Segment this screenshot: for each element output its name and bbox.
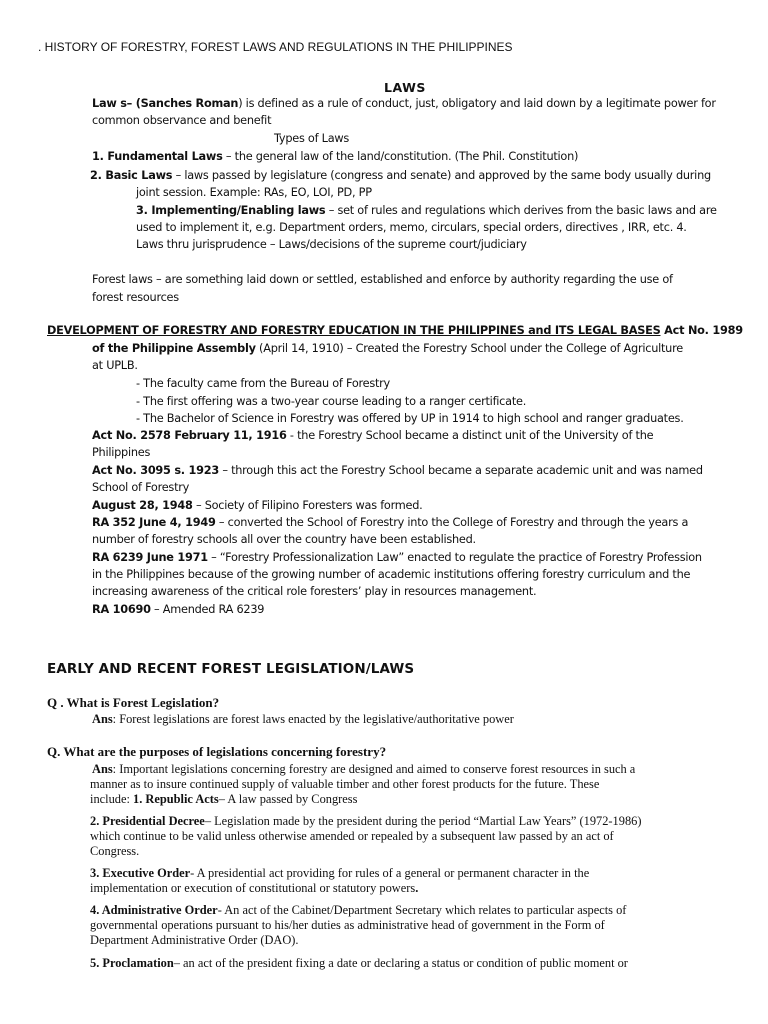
ra-352-line1 <box>92 516 688 529</box>
presidential-decree-line2: which continue to be valid unless otherwise amended or repealed by a subsequent law passed by an act of <box>90 829 614 843</box>
answer-text: : Important legislations concerning forestry are designed and aimed to conserve forest resources in such a <box>112 762 636 776</box>
types-of-laws-heading: Types of Laws <box>274 132 349 145</box>
document-title: . HISTORY OF FORESTRY, FOREST LAWS AND REGULATIONS IN THE PHILIPPINES <box>38 40 513 54</box>
question-forest-legislation: Q . What is Forest Legislation? <box>47 695 220 710</box>
development-heading-line <box>47 324 743 337</box>
ra-6239-line1 <box>92 551 702 564</box>
type-implementing-laws-cont: used to implement it, e.g. Department orders, memo, circulars, special orders, directives , IRR, etc. 4. <box>136 221 687 234</box>
type-basic-laws <box>90 169 711 182</box>
type-jurisprudence: Laws thru jurisprudence – Laws/decisions of the supreme court/judiciary <box>136 238 527 251</box>
type-implementing-laws <box>136 204 717 217</box>
ra-352-text: – converted the School of Forestry into the College of Forestry and through the years a <box>215 516 689 529</box>
act-1989-line2 <box>92 342 683 355</box>
act-2578-label: Act No. 2578 February 11, 1916 <box>92 429 287 442</box>
type-text: – set of rules and regulations which derives from the basic laws and are <box>325 204 717 217</box>
act-1989-label: Act No. 1989 <box>660 324 743 337</box>
aug-1948-line <box>92 499 423 512</box>
laws-term: Law s– ( <box>92 97 141 110</box>
act-3095-label: Act No. 3095 s. 1923 <box>92 464 219 477</box>
presidential-decree-label: 2. Presidential Decree <box>90 814 205 828</box>
answer-label: Ans <box>92 712 113 726</box>
answer-purposes-line3 <box>90 792 357 807</box>
question-purposes: Q. What are the purposes of legislations concerning forestry? <box>47 744 387 759</box>
executive-order-line1 <box>90 866 589 881</box>
include-text: include: <box>90 792 134 806</box>
type-text: – the general law of the land/constitution. (The Phil. Constitution) <box>222 150 579 163</box>
type-fundamental-laws <box>92 150 578 163</box>
administrative-order-line3: Department Administrative Order (DAO). <box>90 933 299 947</box>
laws-definition-line2: common observance and benefit <box>92 114 272 127</box>
type-basic-laws-cont: joint session. Example: RAs, EO, LOI, PD, PP <box>136 186 372 199</box>
executive-order-text2: implementation or execution of constitutional or statutory powers <box>90 881 416 895</box>
republic-acts-text: – A law passed by Congress <box>218 792 358 806</box>
act-1989-assembly: of the Philippine Assembly <box>92 342 256 355</box>
administrative-order-line2: governmental operations pursuant to his/her duties as administrative head of government in the Form of <box>90 918 605 932</box>
type-label: 2. Basic Laws <box>90 169 173 182</box>
proclamation-label: 5. Proclamation <box>90 956 174 970</box>
answer-purposes-line2: manner as to insure continued supply of valuable timber and other forest products for the future. These <box>90 777 600 791</box>
aug-1948-label: August 28, 1948 <box>92 499 193 512</box>
forest-laws-line2: forest resources <box>92 291 179 304</box>
ra-10690-label: RA 10690 <box>92 603 151 616</box>
bullet-faculty: - The faculty came from the Bureau of Forestry <box>136 377 390 390</box>
presidential-decree-line1 <box>90 814 641 829</box>
act-3095-line1 <box>92 464 703 477</box>
presidential-decree-text: – Legislation made by the president during the period “Martial Law Years” (1972-1986) <box>204 814 642 828</box>
administrative-order-label: 4. Administrative Order <box>90 903 218 917</box>
ra-6239-text: – “Forestry Professionalization Law” enacted to regulate the practice of Forestry Profession <box>207 551 702 564</box>
laws-heading: LAWS <box>384 80 426 95</box>
act-3095-text: – through this act the Forestry School became a separate academic unit and was named <box>218 464 703 477</box>
executive-order-period: . <box>415 881 419 895</box>
answer-forest-legislation <box>92 712 514 727</box>
development-heading: DEVELOPMENT OF FORESTRY AND FORESTRY EDUCATION IN THE PHILIPPINES and ITS LEGAL BASES <box>47 324 661 337</box>
act-2578-text: - the Forestry School became a distinct unit of the University of the <box>286 429 654 442</box>
act-1989-text: (April 14, 1910) – Created the Forestry School under the College of Agriculture <box>255 342 683 355</box>
executive-order-line2 <box>90 881 418 896</box>
administrative-order-text: - An act of the Cabinet/Department Secretary which relates to particular aspects of <box>217 903 627 917</box>
ra-10690-text: – Amended RA 6239 <box>150 603 265 616</box>
executive-order-label: 3. Executive Order <box>90 866 191 880</box>
laws-definition-line1 <box>92 97 716 110</box>
forest-laws-line1: Forest laws – are something laid down or settled, established and enforce by authority regarding the use of <box>92 273 673 286</box>
administrative-order-line1 <box>90 903 626 918</box>
act-2578-line2: Philippines <box>92 446 151 459</box>
type-text: – laws passed by legislature (congress and senate) and approved by the same body usually during <box>172 169 711 182</box>
answer-purposes-line1 <box>92 762 635 777</box>
ra-6239-label: RA 6239 June 1971 <box>92 551 208 564</box>
ra-352-line2: number of forestry schools all over the country have been established. <box>92 533 476 546</box>
executive-order-text: - A presidential act providing for rules of a general or permanent character in the <box>190 866 590 880</box>
type-label: 1. Fundamental Laws <box>92 150 223 163</box>
act-3095-line2: School of Forestry <box>92 481 190 494</box>
bullet-first-offering: - The first offering was a two-year course leading to a ranger certificate. <box>136 395 527 408</box>
proclamation-text: – an act of the president fixing a date or declaring a status or condition of public moment or <box>173 956 628 970</box>
republic-acts-label: 1. Republic Acts <box>133 792 219 806</box>
ra-10690-line <box>92 603 264 616</box>
presidential-decree-line3: Congress. <box>90 844 140 858</box>
ra-6239-line2: in the Philippines because of the growing number of academic institutions offering forestry curriculum and the <box>92 568 691 581</box>
laws-author: Sanches Roman <box>140 97 239 110</box>
laws-definition-text: ) is defined as a rule of conduct, just, obligatory and laid down by a legitimate power for <box>238 97 716 110</box>
act-1989-line3: at UPLB. <box>92 359 138 372</box>
bullet-bs-forestry: - The Bachelor of Science in Forestry was offered by UP in 1914 to high school and ranger graduates. <box>136 412 684 425</box>
ra-352-label: RA 352 June 4, 1949 <box>92 516 216 529</box>
legislation-heading: EARLY AND RECENT FOREST LEGISLATION/LAWS <box>47 661 415 677</box>
answer-text: : Forest legislations are forest laws enacted by the legislative/authoritative power <box>112 712 514 726</box>
answer-label: Ans <box>92 762 113 776</box>
type-label: 3. Implementing/Enabling laws <box>136 204 326 217</box>
aug-1948-text: – Society of Filipino Foresters was formed. <box>192 499 423 512</box>
ra-6239-line3: increasing awareness of the critical role foresters’ play in resources management. <box>92 585 537 598</box>
act-2578-line1 <box>92 429 653 442</box>
proclamation-line1 <box>90 956 628 971</box>
